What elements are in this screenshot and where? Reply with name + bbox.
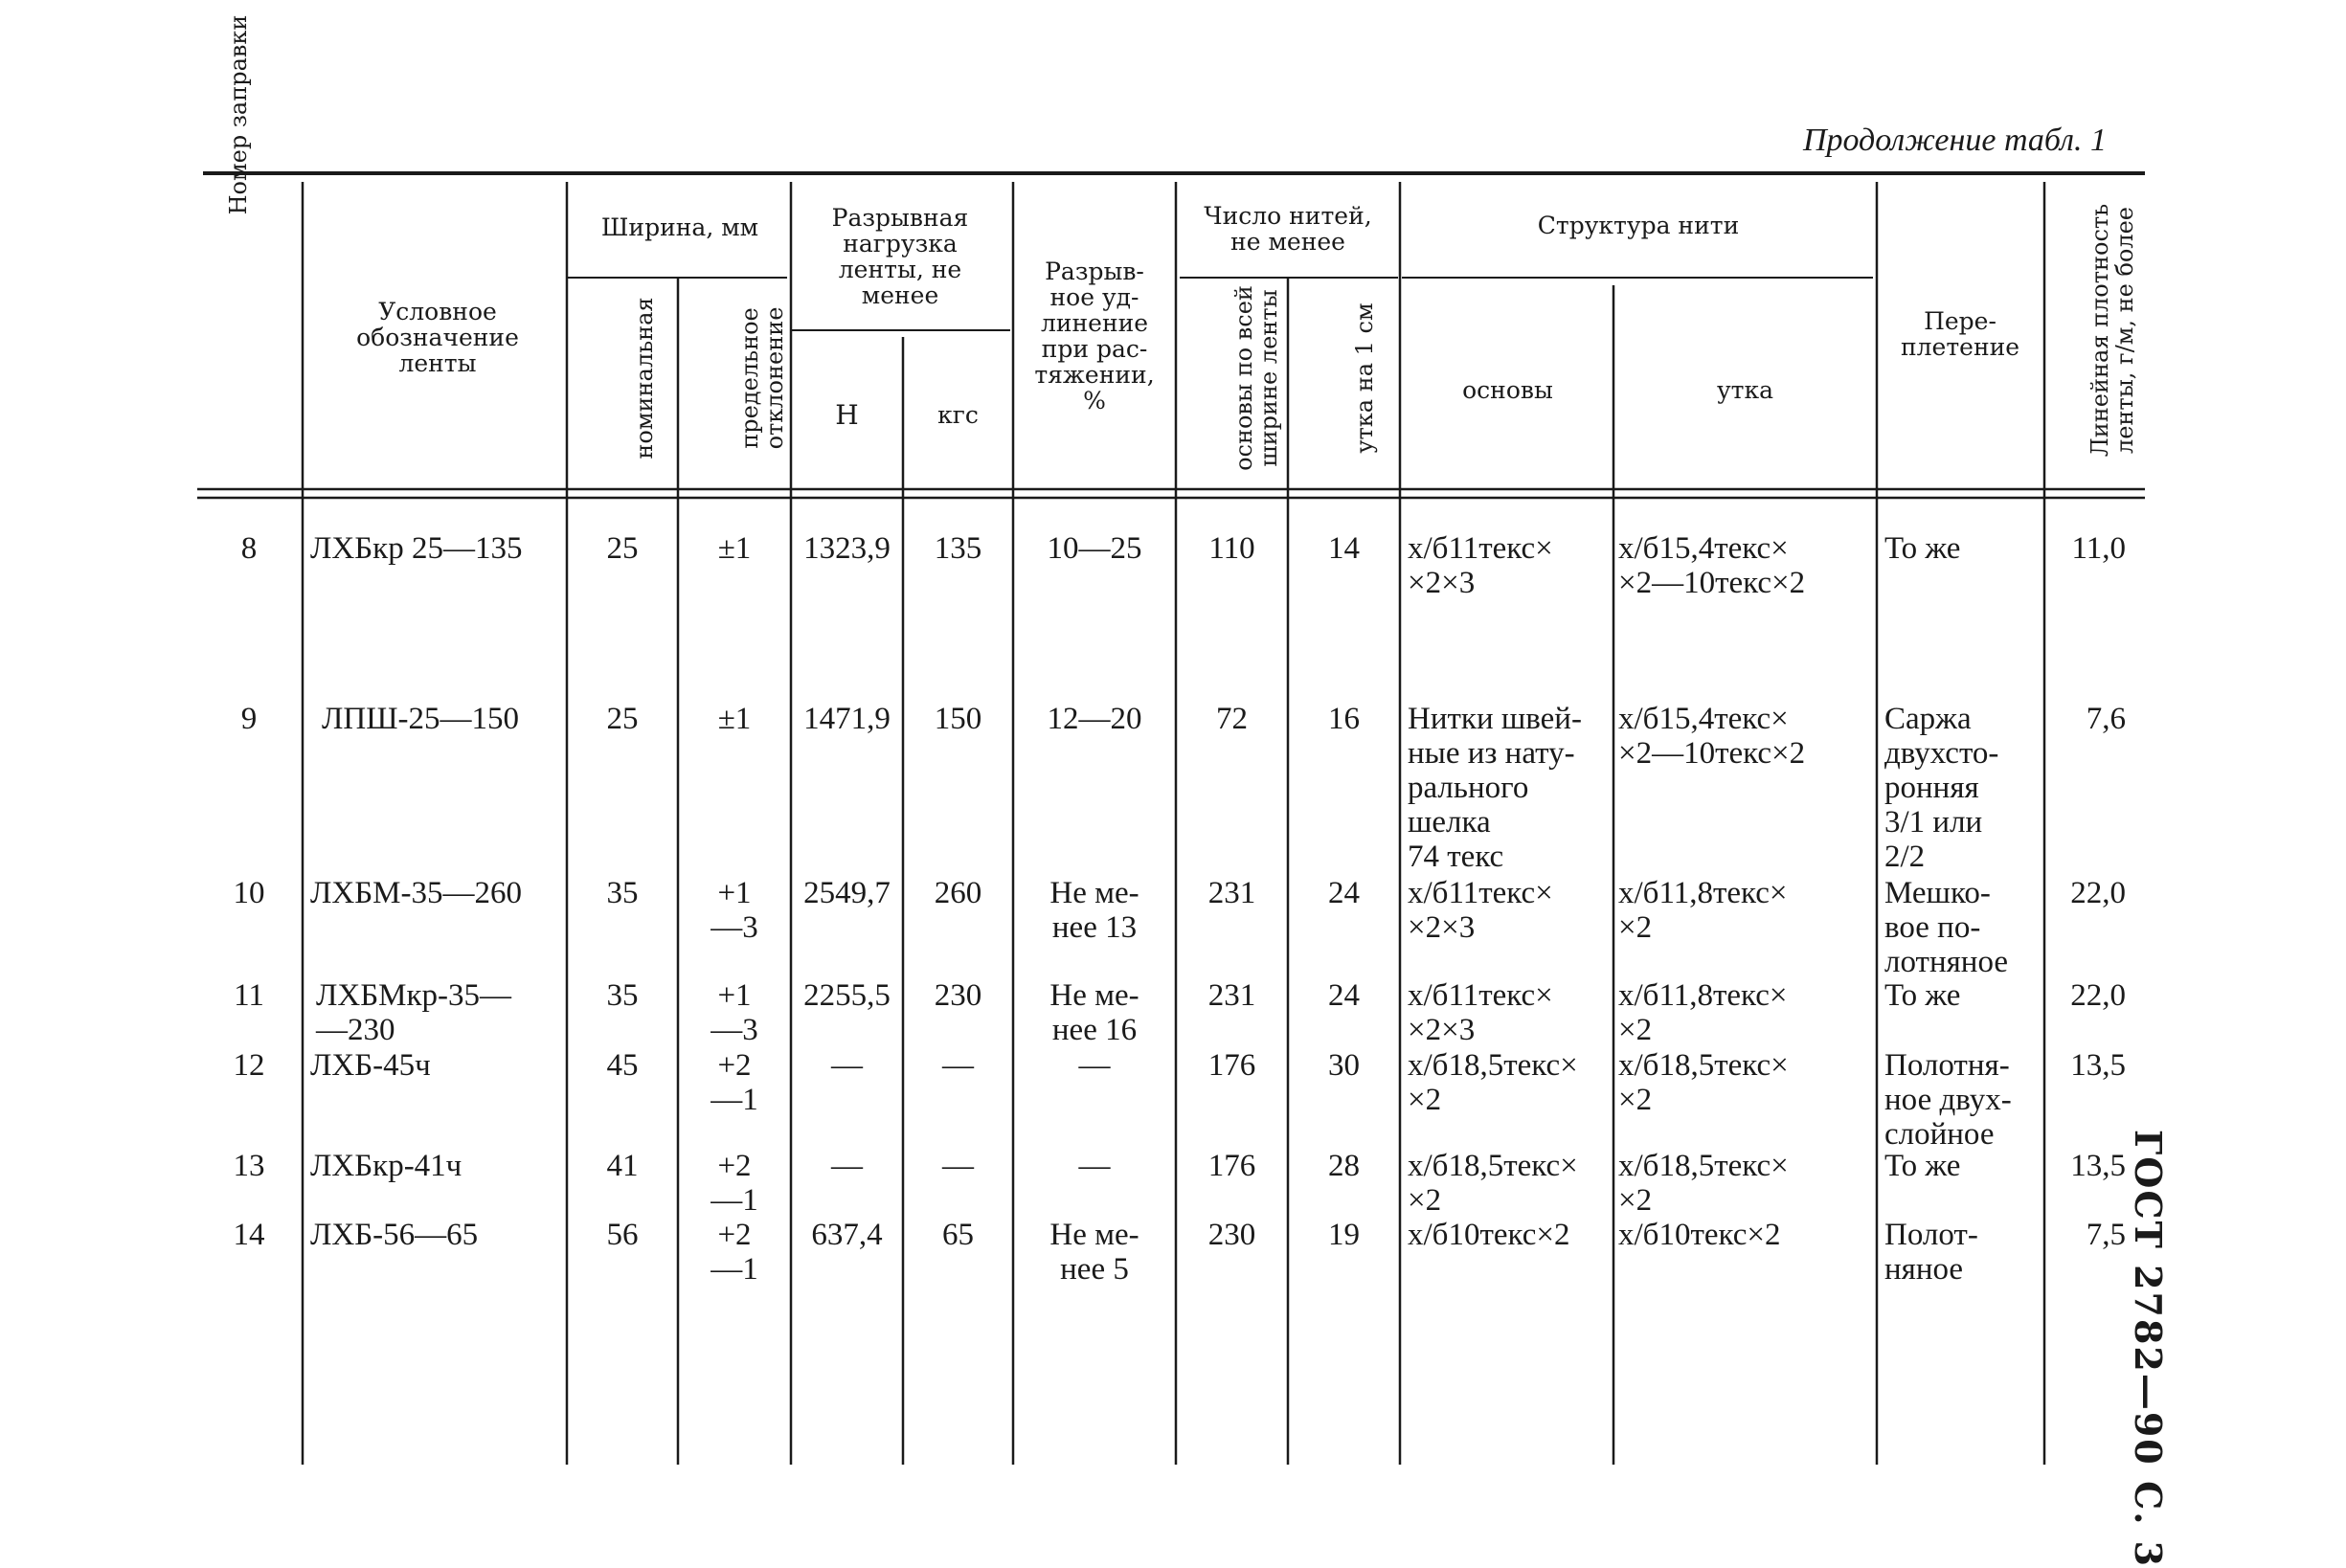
- cell-utka-struktura: х/б18,5текс× ×2: [1618, 1048, 1789, 1117]
- header-predelnoe-otklonenie: предельное отклонение: [736, 306, 788, 450]
- cell-utka-struktura: х/б15,4текс× ×2—10текс×2: [1618, 531, 1806, 600]
- cell-osnovy-struktura: х/б18,5текс× ×2: [1408, 1149, 1578, 1218]
- cell-osnovy-struktura: х/б11текс× ×2×3: [1408, 978, 1553, 1047]
- cell-nagruzka-n: 2549,7: [803, 876, 891, 910]
- cell-utka-struktura: х/б10текс×2: [1618, 1218, 1781, 1252]
- cell-nominal: 56: [606, 1218, 639, 1252]
- cell-utka-struktura: х/б11,8текс× ×2: [1618, 978, 1788, 1047]
- header-unit-n: Н: [835, 399, 859, 431]
- cell-plotnost: 7,5: [2086, 1218, 2126, 1252]
- cell-osnovy-count: 231: [1207, 876, 1256, 910]
- cell-nagruzka-kgs: 260: [934, 876, 982, 910]
- cell-utka-count: 24: [1328, 876, 1360, 910]
- cell-utka-struktura: х/б11,8текс× ×2: [1618, 876, 1788, 945]
- cell-nomer: 9: [240, 702, 258, 736]
- cell-nominal: 25: [606, 531, 639, 566]
- cell-nagruzka-kgs: 135: [934, 531, 982, 566]
- cell-oboznachenie: ЛХБкр 25—135: [310, 531, 523, 566]
- table-caption: Продолжение табл. 1: [1802, 123, 2107, 158]
- cell-osnovy-count: 176: [1207, 1048, 1256, 1083]
- cell-nagruzka-n: 2255,5: [803, 978, 891, 1013]
- cell-utka-struktura: х/б15,4текс× ×2—10текс×2: [1618, 702, 1806, 771]
- cell-nagruzka-n: 1471,9: [803, 702, 891, 736]
- cell-nagruzka-kgs: 230: [934, 978, 982, 1013]
- cell-osnovy-struktura: Нитки швей- ные из нату- рального шелка 74 текс: [1408, 702, 1582, 874]
- cell-otklonenie: ±1: [717, 531, 752, 566]
- cell-udlinenie: —: [1078, 1149, 1111, 1183]
- cell-oboznachenie: ЛХБМ-35—260: [310, 876, 522, 910]
- cell-nominal: 35: [606, 978, 639, 1013]
- cell-oboznachenie: ЛХБ-45ч: [310, 1048, 431, 1083]
- cell-otklonenie: ±1: [717, 702, 752, 736]
- cell-plotnost: 13,5: [2070, 1048, 2126, 1083]
- cell-perepletenie: Полот- няное: [1884, 1218, 1978, 1287]
- cell-perepletenie: То же: [1884, 1149, 1961, 1183]
- cell-utka-count: 24: [1328, 978, 1360, 1013]
- cell-utka-count: 16: [1328, 702, 1360, 736]
- cell-oboznachenie: ЛХБкр-41ч: [310, 1149, 462, 1183]
- cell-oboznachenie: ЛПШ-25—150: [322, 702, 519, 736]
- cell-osnovy-count: 110: [1208, 531, 1255, 566]
- cell-plotnost: 22,0: [2070, 978, 2126, 1013]
- cell-udlinenie: Не ме- нее 5: [1049, 1218, 1139, 1287]
- header-razryvnaya-nagruzka: Разрывная нагрузка ленты, не менее: [831, 204, 969, 309]
- cell-plotnost: 7,6: [2086, 702, 2126, 736]
- cell-utka-struktura: х/б18,5текс× ×2: [1618, 1149, 1789, 1218]
- cell-otklonenie: +1 —3: [711, 876, 758, 945]
- header-utka: утка: [1716, 376, 1774, 404]
- header-osnovy: основы: [1462, 376, 1553, 404]
- cell-utka-count: 19: [1328, 1218, 1360, 1252]
- side-page-label: ГОСТ 2782—90 С. 3: [2127, 1130, 2170, 1568]
- header-razryvnoe-udlinenie: Разрыв-ное уд-линение при рас-тяжении, %: [1034, 258, 1155, 414]
- cell-nagruzka-n: 637,4: [811, 1218, 883, 1252]
- header-utka-na-sm: утка на 1 см: [1351, 302, 1378, 454]
- cell-osnovy-count: 231: [1207, 978, 1256, 1013]
- cell-utka-count: 28: [1328, 1149, 1360, 1183]
- cell-udlinenie: Не ме- нее 16: [1049, 978, 1139, 1047]
- cell-nomer: 11: [234, 978, 264, 1013]
- cell-udlinenie: Не ме- нее 13: [1049, 876, 1139, 945]
- cell-osnovy-struktura: х/б11текс× ×2×3: [1408, 876, 1553, 945]
- header-struktura-niti: Структура нити: [1537, 212, 1740, 239]
- cell-utka-count: 14: [1328, 531, 1360, 566]
- cell-osnovy-struktura: х/б11текс× ×2×3: [1408, 531, 1553, 600]
- header-shirina: Ширина, мм: [600, 213, 759, 241]
- cell-plotnost: 22,0: [2070, 876, 2126, 910]
- header-lineynaya-plotnost: Линейная плотность ленты, г/м, не более: [2087, 203, 2138, 458]
- cell-perepletenie: То же: [1884, 531, 1961, 566]
- cell-nominal: 25: [606, 702, 639, 736]
- cell-nomer: 12: [233, 1048, 265, 1083]
- cell-nominal: 45: [606, 1048, 639, 1083]
- header-osnovy-po-shirine: основы по всей ширине ленты: [1230, 285, 1282, 471]
- cell-oboznachenie: ЛХБ-56—65: [310, 1218, 479, 1252]
- cell-nagruzka-n: —: [831, 1149, 863, 1183]
- cell-perepletenie: То же: [1884, 978, 1961, 1013]
- header-chislo-nitey: Число нитей, не менее: [1204, 202, 1372, 256]
- header-uslovnoe-oboznachenie: Условное обозначение ленты: [356, 298, 519, 377]
- cell-nomer: 8: [240, 531, 258, 566]
- cell-osnovy-struktura: х/б10текс×2: [1408, 1218, 1570, 1252]
- cell-perepletenie: Саржа двухсто- ронняя 3/1 или 2/2: [1884, 702, 1999, 874]
- cell-otklonenie: +1 —3: [711, 978, 758, 1047]
- cell-nagruzka-kgs: 65: [942, 1218, 974, 1252]
- cell-nomer: 14: [233, 1218, 265, 1252]
- header-nomer-zapravki: Номер заправки: [225, 14, 252, 215]
- cell-nominal: 35: [606, 876, 639, 910]
- cell-utka-count: 30: [1328, 1048, 1360, 1083]
- cell-nagruzka-kgs: —: [942, 1048, 974, 1083]
- cell-osnovy-count: 230: [1207, 1218, 1256, 1252]
- cell-udlinenie: 12—20: [1047, 702, 1142, 736]
- cell-nagruzka-kgs: 150: [934, 702, 982, 736]
- cell-otklonenie: +2 —1: [711, 1048, 758, 1117]
- cell-plotnost: 13,5: [2070, 1149, 2126, 1183]
- header-nominalnaya: номинальная: [631, 297, 658, 459]
- cell-perepletenie: Полотня- ное двух- слойное: [1884, 1048, 2012, 1152]
- cell-nagruzka-n: 1323,9: [803, 531, 891, 566]
- cell-otklonenie: +2 —1: [711, 1218, 758, 1287]
- cell-perepletenie: Мешко- вое по- лотняное: [1884, 876, 2009, 979]
- cell-nomer: 10: [233, 876, 265, 910]
- cell-otklonenie: +2 —1: [711, 1149, 758, 1218]
- cell-oboznachenie: ЛХБМкр-35— —230: [316, 978, 512, 1047]
- header-unit-kgs: кгс: [937, 401, 979, 429]
- cell-osnovy-count: 72: [1216, 702, 1248, 736]
- cell-udlinenie: 10—25: [1047, 531, 1142, 566]
- cell-nagruzka-n: —: [831, 1048, 863, 1083]
- cell-osnovy-count: 176: [1207, 1149, 1256, 1183]
- cell-udlinenie: —: [1078, 1048, 1111, 1083]
- cell-nagruzka-kgs: —: [942, 1149, 974, 1183]
- cell-plotnost: 11,0: [2071, 531, 2126, 566]
- cell-osnovy-struktura: х/б18,5текс× ×2: [1408, 1048, 1578, 1117]
- header-perepletenie: Пере-плетение: [1901, 307, 2020, 361]
- cell-nominal: 41: [606, 1149, 639, 1183]
- cell-nomer: 13: [233, 1149, 265, 1183]
